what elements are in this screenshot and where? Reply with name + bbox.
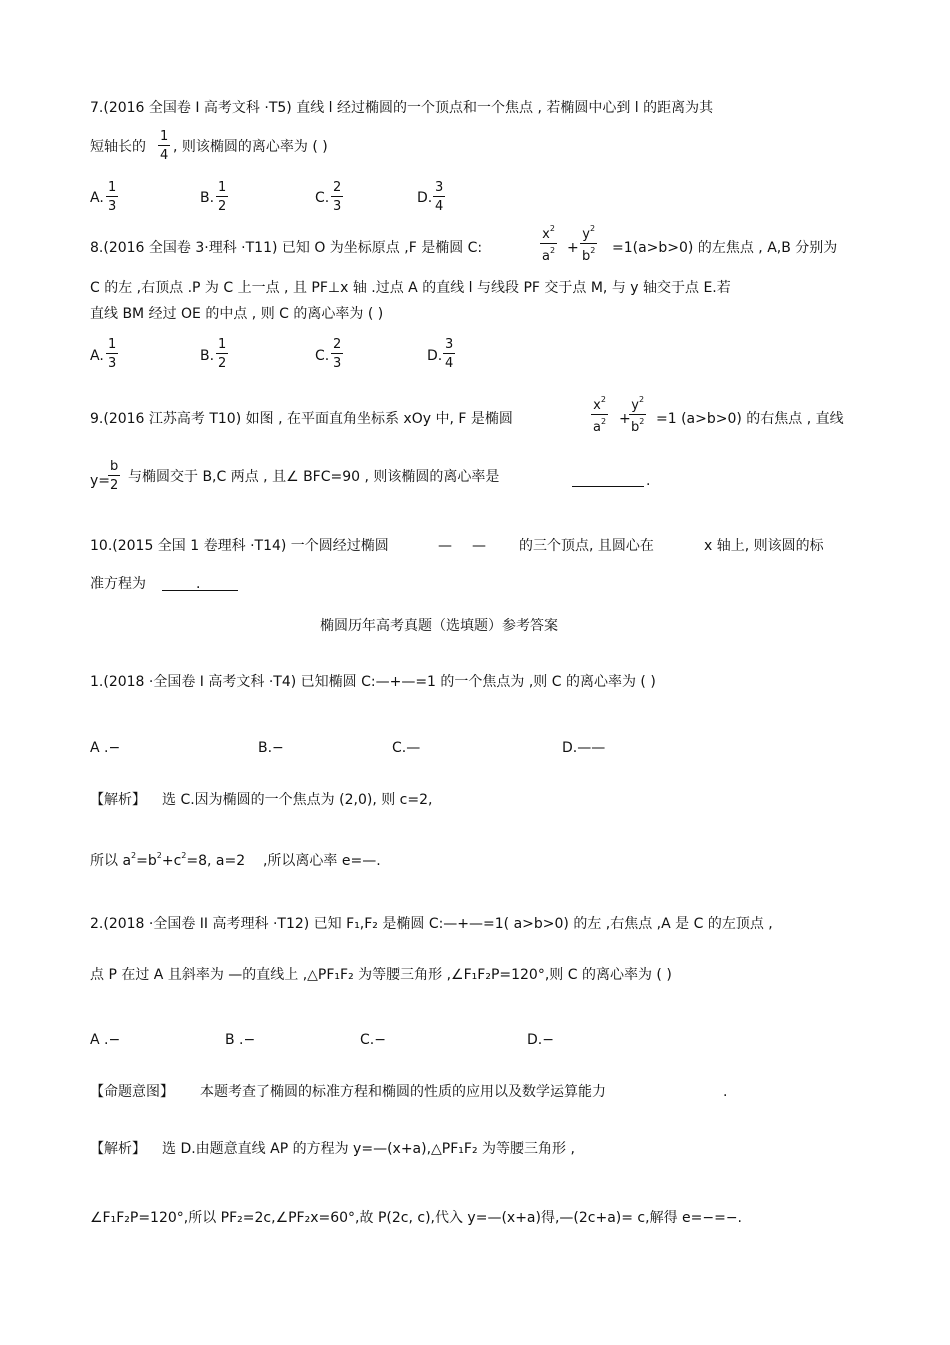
q8-d-den: 4 [445, 356, 454, 371]
a2-intent-heading: 【命题意图】 [90, 1084, 174, 1100]
q8-stem-line1-end: =1(a>b>0) 的左焦点 , A,B 分别为 [612, 240, 838, 256]
q7-option-c-label: C. [315, 190, 330, 206]
a1-so-4: =8, a=2 [186, 853, 246, 869]
q7-c-den: 3 [333, 199, 342, 214]
a1-option-d: D.—— [562, 740, 606, 756]
answers-section-title: 椭圆历年高考真题（选填题）参考答案 [320, 618, 558, 634]
q9-stem-line1-start: 9.(2016 江苏高考 T10) 如图 , 在平面直角坐标系 xOy 中, F 是椭圆 [90, 411, 513, 427]
q7-option-b-label: B. [200, 190, 215, 206]
q10-period: . [196, 576, 201, 592]
q10-dash-2: — [472, 538, 486, 554]
q8-stem-line3: 直线 BM 经过 OE 的中点 , 则 C 的离心率为 ( ) [90, 306, 384, 322]
a1-so-5: ,所以离心率 e=—. [262, 853, 381, 869]
q8-option-b [216, 338, 228, 370]
q7-d-den: 4 [435, 199, 444, 214]
q8-option-a-label: A. [90, 348, 104, 364]
q8-b-den: 2 [218, 356, 227, 371]
q7-fraction [158, 130, 170, 162]
a1-option-b: B.− [258, 740, 284, 756]
q7-b-den: 2 [218, 199, 227, 214]
a2-option-c: C.− [360, 1032, 386, 1048]
q9-line2-text: 与椭圆交于 B,C 两点 , 且∠ BFC=90 , 则该椭圆的离心率是 [128, 469, 500, 485]
q8-den-a: $a^2$ [542, 246, 556, 264]
q7-frac-num: 1 [160, 129, 169, 144]
a2-stem-line1: 2.(2018 ·全国卷 II 高考理科 ·T12) 已知 F₁,F₂ 是椭圆 C:—+—=1( a>b>0) 的左 ,右焦点 ,A 是 C 的左顶点 , [90, 916, 773, 932]
q8-a-den: 3 [108, 356, 117, 371]
a1-so-1: 所以 a [90, 853, 132, 869]
q9-num-x: $x^2$ [591, 396, 608, 415]
q7-option-b [216, 181, 228, 213]
a1-stem: 1.(2018 ·全国卷 I 高考文科 ·T4) 已知椭圆 C:—+—=1 的一个焦点为 ,则 C 的离心率为 ( ) [90, 674, 656, 690]
a2-intent-period: . [723, 1084, 728, 1100]
a2-analysis-heading: 【解析】 [90, 1141, 146, 1157]
q9-line2-start: y= [90, 473, 111, 489]
q7-option-a [106, 181, 118, 213]
q7-stem-line2-end: , 则该椭圆的离心率为 ( ) [173, 139, 328, 155]
q9-x-over-a [591, 396, 608, 434]
q10-line2: 准方程为 [90, 576, 146, 592]
q10-stem-mid: 的三个顶点, 且圆心在 [519, 538, 654, 554]
q7-a-den: 3 [108, 199, 117, 214]
q7-frac-den: 4 [160, 148, 169, 163]
q8-d-num: 3 [445, 337, 454, 352]
q9-period: . [646, 473, 651, 489]
q7-stem-line2-start: 短轴长的 [90, 139, 146, 155]
a1-option-c: C.— [392, 740, 421, 756]
q9-answer-blank [572, 472, 644, 487]
a2-option-b: B .− [225, 1032, 256, 1048]
q8-num-y: $y^2$ [580, 225, 597, 244]
q8-option-a [106, 338, 118, 370]
a2-intent-text: 本题考查了椭圆的标准方程和椭圆的性质的应用以及数学运算能力 [200, 1084, 606, 1100]
q10-stem-end: x 轴上, 则该圆的标 [704, 538, 824, 554]
q8-den-b: $b^2$ [582, 246, 596, 264]
q9-den-a: $a^2$ [593, 417, 607, 435]
q8-x-over-a [540, 225, 557, 263]
q8-b-num: 1 [218, 337, 227, 352]
q8-option-c [331, 338, 343, 370]
q8-option-b-label: B. [200, 348, 215, 364]
a1-analysis-text: 选 C.因为椭圆的一个焦点为 (2,0), 则 c=2, [162, 792, 433, 808]
q7-c-num: 2 [333, 180, 342, 195]
a2-option-d: D.− [527, 1032, 554, 1048]
q8-a-num: 1 [108, 337, 117, 352]
q8-option-d [443, 338, 455, 370]
q7-b-num: 1 [218, 180, 227, 195]
q9-den-b: $b^2$ [631, 417, 645, 435]
a2-final-line: ∠F₁F₂P=120°,所以 PF₂=2c,∠PF₂x=60°,故 P(2c, c),代入 y=—(x+a)得,—(2c+a)= c,解得 e=−=−. [90, 1210, 743, 1226]
q9-plus: + [619, 411, 631, 427]
q9-b-over-2 [108, 460, 120, 492]
a1-so-line: 所以 $a^2=b^2+c^2=8$, a=2 ,所以离心率 e=—. [90, 851, 381, 869]
q8-c-num: 2 [333, 337, 342, 352]
q9-num-y: $y^2$ [629, 396, 646, 415]
q7-option-c [331, 181, 343, 213]
q7-option-a-label: A. [90, 190, 104, 206]
q7-stem-line1: 7.(2016 全国卷 I 高考文科 ·T5) 直线 l 经过椭圆的一个顶点和一个焦点 , 若椭圆中心到 l 的距离为其 [90, 100, 714, 116]
q8-y-over-b [580, 225, 597, 263]
q9-b-den: 2 [110, 478, 119, 493]
q7-d-num: 3 [435, 180, 444, 195]
q8-stem-line2: C 的左 ,右顶点 .P 为 C 上一点 , 且 PF⊥x 轴 .过点 A 的直线 l 与线段 PF 交于点 M, 与 y 轴交于点 E.若 [90, 280, 731, 296]
q10-dash-1: — [438, 538, 452, 554]
q9-b-num: b [108, 460, 120, 476]
q7-option-d-label: D. [417, 190, 433, 206]
q9-y-over-b [629, 396, 646, 434]
q7-option-d [433, 181, 445, 213]
a2-analysis-text: 选 D.由题意直线 AP 的方程为 y=—(x+a),△PF₁F₂ 为等腰三角形 , [162, 1141, 575, 1157]
q8-option-c-label: C. [315, 348, 330, 364]
q8-option-d-label: D. [427, 348, 443, 364]
q8-num-x: $x^2$ [540, 225, 557, 244]
a1-so-3: +c [161, 853, 182, 869]
q8-stem-line1-start: 8.(2016 全国卷 3·理科 ·T11) 已知 O 为坐标原点 ,F 是椭圆 C: [90, 240, 483, 256]
q8-c-den: 3 [333, 356, 342, 371]
q9-stem-line1-end: =1 (a>b>0) 的右焦点 , 直线 [656, 411, 844, 427]
q7-a-num: 1 [108, 180, 117, 195]
a1-option-a: A .− [90, 740, 121, 756]
q8-plus: + [567, 240, 579, 256]
q10-stem-start: 10.(2015 全国 1 卷理科 ·T14) 一个圆经过椭圆 [90, 538, 389, 554]
a2-stem-line2: 点 P 在过 A 且斜率为 —的直线上 ,△PF₁F₂ 为等腰三角形 ,∠F₁F₂P=120°,则 C 的离心率为 ( ) [90, 967, 672, 983]
a1-analysis-heading: 【解析】 [90, 792, 146, 808]
a1-so-2: =b [136, 853, 157, 869]
a2-option-a: A .− [90, 1032, 121, 1048]
